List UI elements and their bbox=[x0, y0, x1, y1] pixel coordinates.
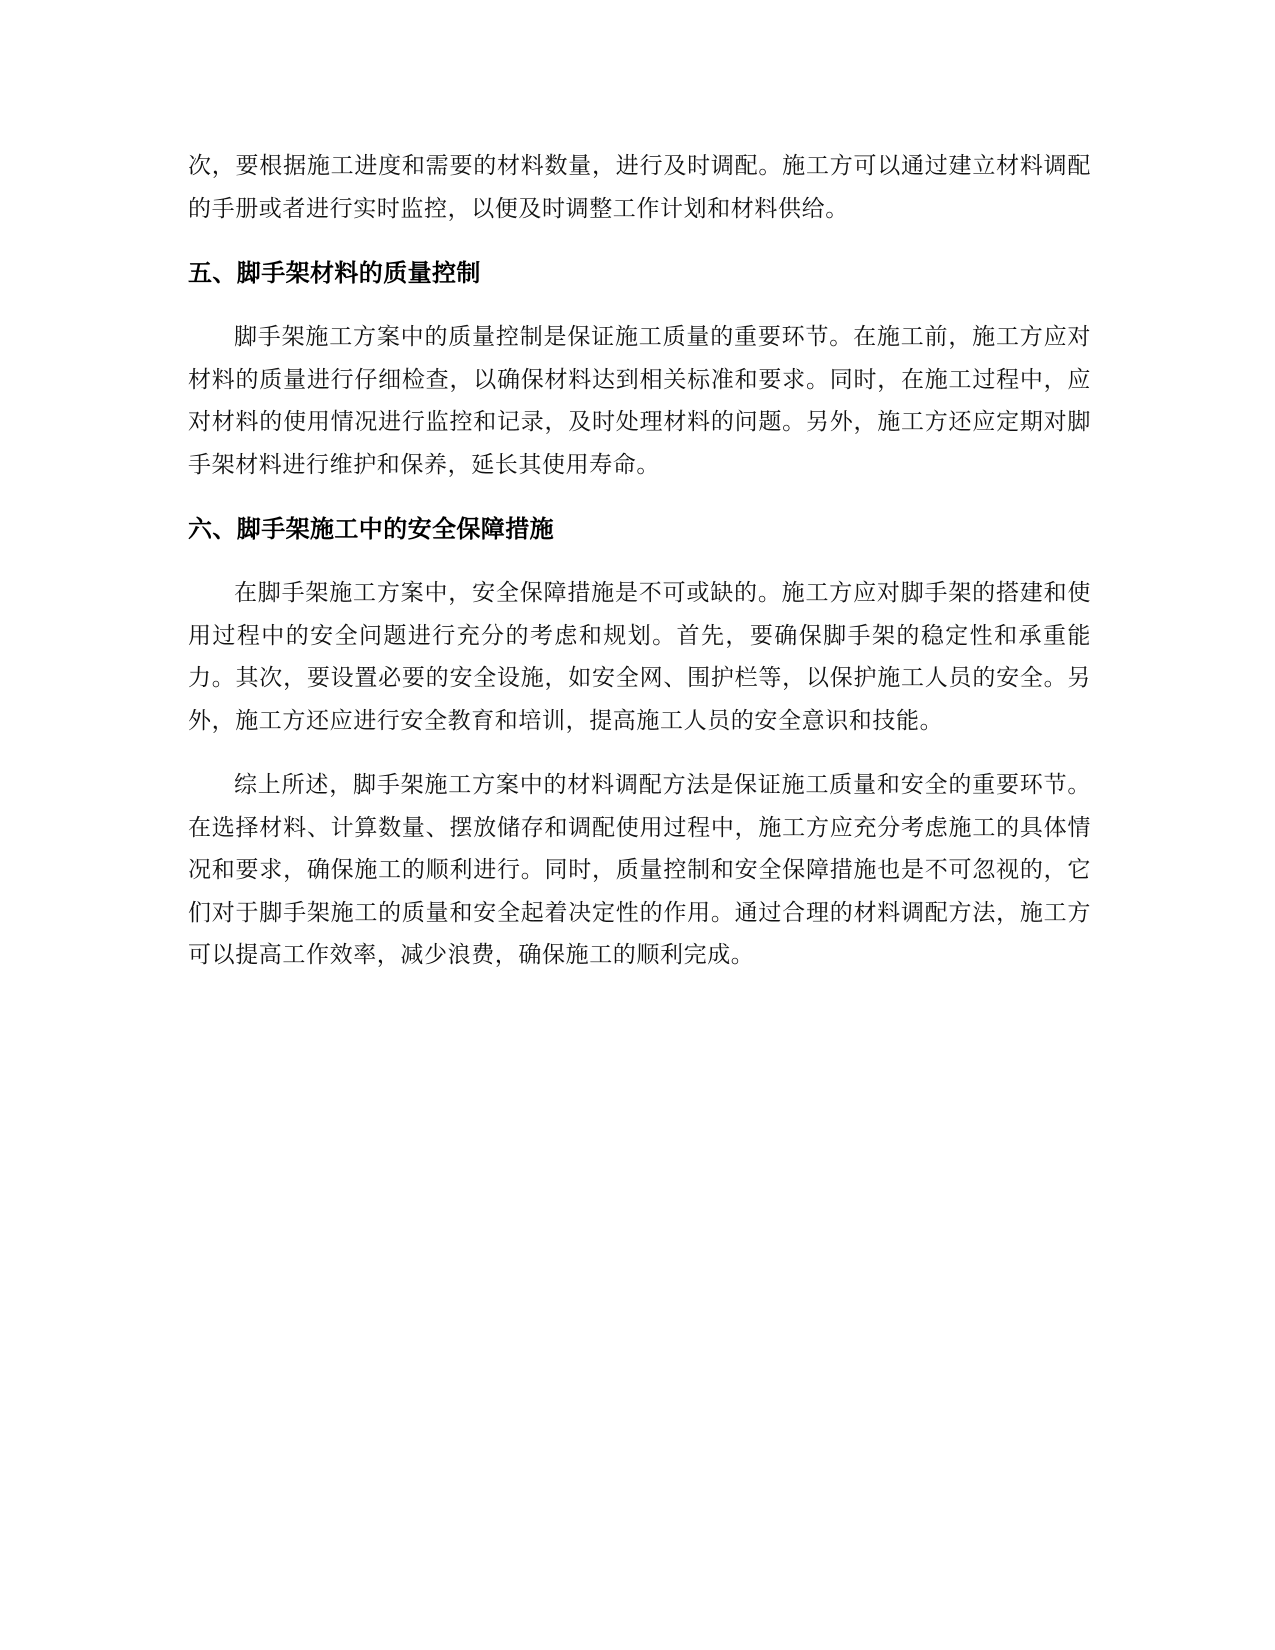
section-heading-safety-measures: 六、脚手架施工中的安全保障措施 bbox=[188, 515, 554, 543]
paragraph-quality-control: 脚手架施工方案中的质量控制是保证施工质量的重要环节。在施工前，施工方应对材料的质量进行仔细检查，以确保材料达到相关标准和要求。同时，在施工过程中，应对材料的使用情况进行监控和记录，及时处理材料的问题。另外，施工方还应定期对脚手架材料进行维护和保养，延长其使用寿命。 bbox=[188, 324, 1091, 478]
paragraph-conclusion: 综上所述，脚手架施工方案中的材料调配方法是保证施工质量和安全的重要环节。在选择材料、计算数量、摆放储存和调配使用过程中，施工方应充分考虑施工的具体情况和要求，确保施工的顺利进行。同时，质量控制和安全保障措施也是不可忽视的，它们对于脚手架施工的质量和安全起着决定性的作用。通过合理的材料调配方法，施工方可以提高工作效率，减少浪费，确保施工的顺利完成。 bbox=[188, 772, 1091, 968]
paragraph-continuation: 次，要根据施工进度和需要的材料数量，进行及时调配。施工方可以通过建立材料调配的手册或者进行实时监控，以便及时调整工作计划和材料供给。 bbox=[188, 153, 1091, 222]
section-heading-quality-control: 五、脚手架材料的质量控制 bbox=[188, 259, 481, 287]
document-body bbox=[188, 145, 1091, 999]
paragraph-safety-measures: 在脚手架施工方案中，安全保障措施是不可或缺的。施工方应对脚手架的搭建和使用过程中的安全问题进行充分的考虑和规划。首先，要确保脚手架的稳定性和承重能力。其次，要设置必要的安全设施，如安全网、围护栏等，以保护施工人员的安全。另外，施工方还应进行安全教育和培训，提高施工人员的安全意识和技能。 bbox=[188, 580, 1091, 734]
